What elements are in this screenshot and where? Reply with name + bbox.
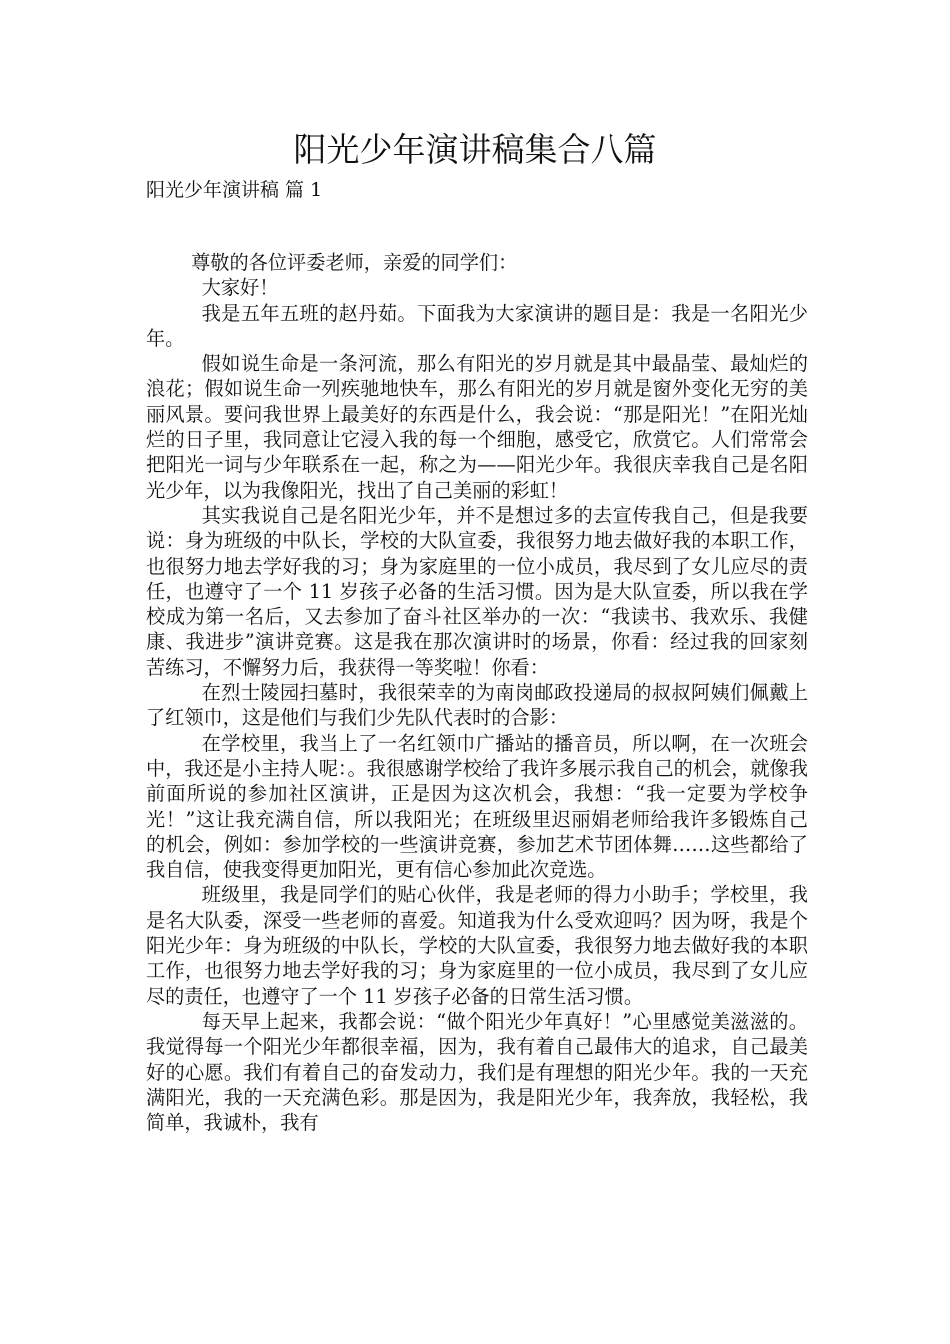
speech-body [146,250,808,1135]
paragraph-greeting: 大家好！ [201,276,279,300]
paragraph: 每天早上起来，我都会说：“做个阳光少年真好！”心里感觉美滋滋的。我觉得每一个阳光少年都很幸福，因为，我有着自己最伟大的追求，自己最美好的心愿。我们有着自己的奋发动力，我们是有理想的阳光少年。我的一天充满阳光，我的一天充满色彩。那是因为，我是阳光少年，我奔放，我轻松，我简单，我诚朴，我有 [146,1009,808,1135]
paragraph: 假如说生命是一条河流，那么有阳光的岁月就是其中最晶莹、最灿烂的浪花；假如说生命一列疾驰地快车，那么有阳光的岁月就是窗外变化无穷的美丽风景。要问我世界上最美好的东西是什么，我会说：“那是阳光！”在阳光灿烂的日子里，我同意让它浸入我的每一个细胞，感受它，欣赏它。人们常常会把阳光一词与少年联系在一起，称之为——阳光少年。我很庆幸我自己是名阳光少年，以为我像阳光，找出了自己美丽的彩虹！ [146,352,808,502]
paragraph: 在学校里，我当上了一名红领巾广播站的播音员，所以啊，在一次班会中，我还是小主持人呢：。我很感谢学校给了我许多展示我自己的机会，就像我前面所说的参加社区演讲，正是因为这次机会，我想：“我一定要为学校争光！”这让我充满自信，所以我阳光；在班级里迟丽娟老师给我许多锻炼自己的机会，例如：参加学校的一些演讲竞赛，参加艺术节团体舞……这些都给了我自信，使我变得更加阳光，更有信心参加此次竞选。 [146,731,808,882]
paragraph-salutation: 尊敬的各位评委老师，亲爱的同学们： [191,251,518,274]
paragraph: 在烈士陵园扫墓时，我很荣幸的为南岗邮政投递局的叔叔阿姨们佩戴上了红领巾，这是他们与我们少先队代表时的合影： [146,681,808,730]
paragraph: 班级里，我是同学们的贴心伙伴，我是老师的得力小助手；学校里，我是名大队委，深受一些老师的喜爱。知道我为什么受欢迎吗？因为呀，我是个阳光少年：身为班级的中队长，学校的大队宣委，我很努力地去做好我的本职工作，也很努力地去学好我的习；身为家庭里的一位小成员，我尽到了女儿应尽的责任，也遵守了一个 11 岁孩子必备的日常生活习惯。 [146,883,808,1008]
section-heading: 阳光少年演讲稿 篇 1 [146,179,323,201]
paragraph: 我是五年五班的赵丹茹。下面我为大家演讲的题目是：我是一名阳光少年。 [146,301,808,350]
document-title: 阳光少年演讲稿集合八篇 [293,130,657,169]
paragraph: 其实我说自己是名阳光少年，并不是想过多的去宣传我自己，但是我要说：身为班级的中队长，学校的大队宣委，我很努力地去做好我的本职工作，也很努力地去学好我的习；身为家庭里的一位小成员，我尽到了女儿应尽的责任，也遵守了一个 11 岁孩子必备的生活习惯。因为是大队宣委，所以我在学校成为第一名后，又去参加了奋斗社区举办的一次：“我读书、我欢乐、我健康、我进步”演讲竞赛。这是我在那次演讲时的场景，你看：经过我的回家刻苦练习，不懈努力后，我获得一等奖啦！你看： [146,503,808,679]
